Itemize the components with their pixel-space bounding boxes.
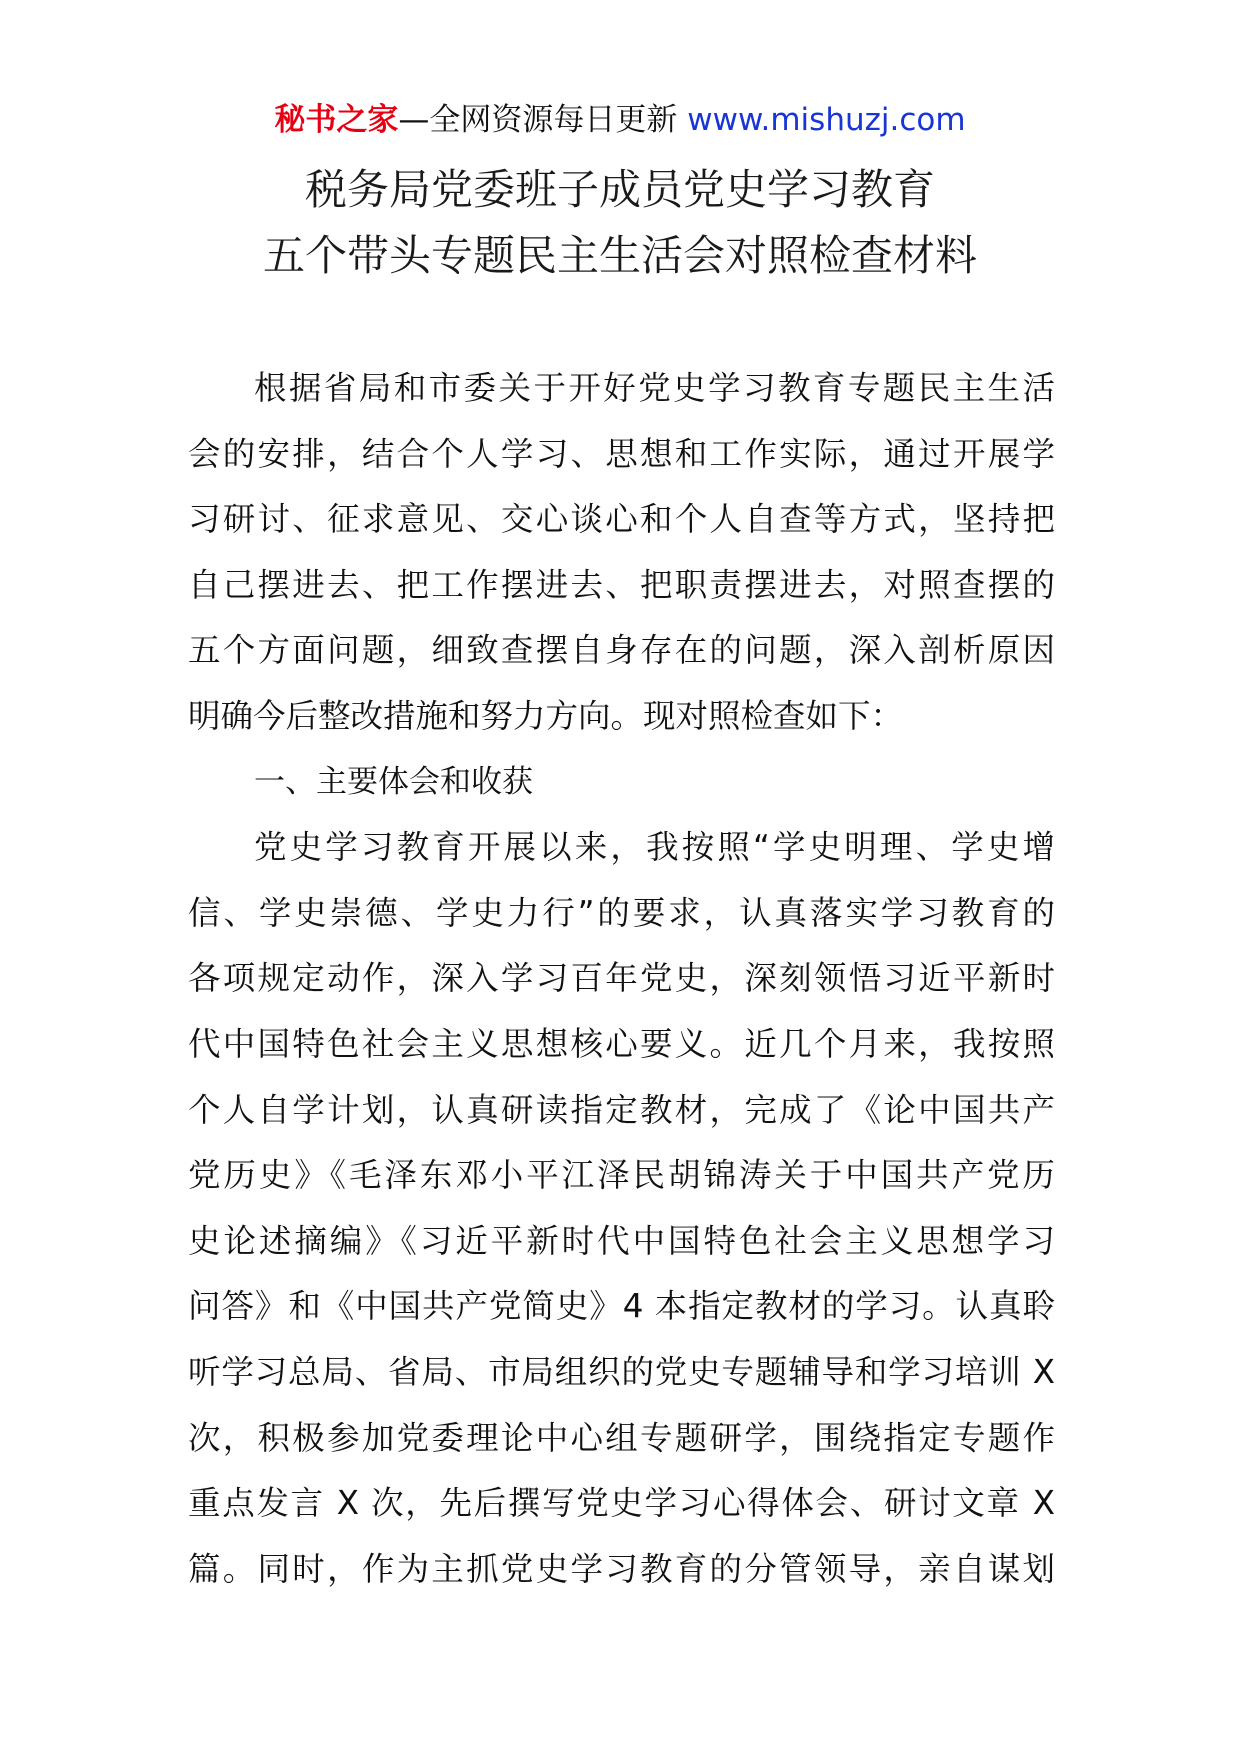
paragraph-line: 代中国特色社会主义思想核心要义。近几个月来，我按照 (188, 1024, 1055, 1063)
paragraph-line: 党历史》《毛泽东邓小平江泽民胡锦涛关于中国共产党历 (188, 1156, 1055, 1195)
paragraph-line: 明确今后整改措施和努力方向。现对照检查如下： (188, 696, 904, 735)
paragraph-line: 党史学习教育开展以来，我按照“学史明理、学史增 (254, 828, 1055, 867)
site-url-link[interactable]: www.mishuzj.com (687, 102, 966, 138)
paragraph-line: 自己摆进去、把工作摆进去、把职责摆进去，对照查摆的 (188, 565, 1055, 604)
paragraph-line: 习研讨、征求意见、交心谈心和个人自查等方式，坚持把 (188, 500, 1055, 539)
paragraph-line: 各项规定动作，深入学习百年党史，深刻领悟习近平新时 (188, 959, 1055, 998)
paragraph-line: 五个方面问题，细致查摆自身存在的问题，深入剖析原因 (188, 631, 1055, 670)
paragraph-line: 史论述摘编》《习近平新时代中国特色社会主义思想学习 (188, 1221, 1055, 1260)
paragraph-line: 听学习总局、省局、市局组织的党史专题辅导和学习培训 X (188, 1352, 1055, 1391)
paragraph-line: 个人自学计划，认真研读指定教材，完成了《论中国共产 (188, 1090, 1055, 1129)
paragraph-line: 次，积极参加党委理论中心组专题研学，围绕指定专题作 (188, 1418, 1055, 1457)
paragraph-line: 会的安排，结合个人学习、思想和工作实际，通过开展学 (188, 434, 1055, 473)
paragraph-experience (188, 815, 1055, 1602)
paragraph-line: 信、学史崇德、学史力行”的要求，认真落实学习教育的 (188, 893, 1055, 932)
paragraph-line: 篇。同时，作为主抓党史学习教育的分管领导，亲自谋划 (188, 1549, 1055, 1588)
paragraph-line: 重点发言 X 次，先后撰写党史学习心得体会、研讨文章 X (188, 1484, 1055, 1523)
site-tagline: —全网资源每日更新 (398, 102, 678, 138)
section-heading: 一、主要体会和收获 (254, 763, 533, 800)
paragraph-line: 问答》和《中国共产党简史》4 本指定教材的学习。认真聆 (188, 1287, 1055, 1326)
document-title-line-2: 五个带头专题民主生活会对照检查材料 (262, 231, 977, 280)
paragraph-line: 根据省局和市委关于开好党史学习教育专题民主生活 (254, 369, 1055, 407)
paragraph-intro (188, 356, 1055, 750)
document-title-line-1: 税务局党委班子成员党史学习教育 (304, 165, 935, 214)
document-body (188, 356, 1055, 1602)
site-brand: 秘书之家 (274, 102, 399, 138)
site-banner (0, 98, 1240, 142)
